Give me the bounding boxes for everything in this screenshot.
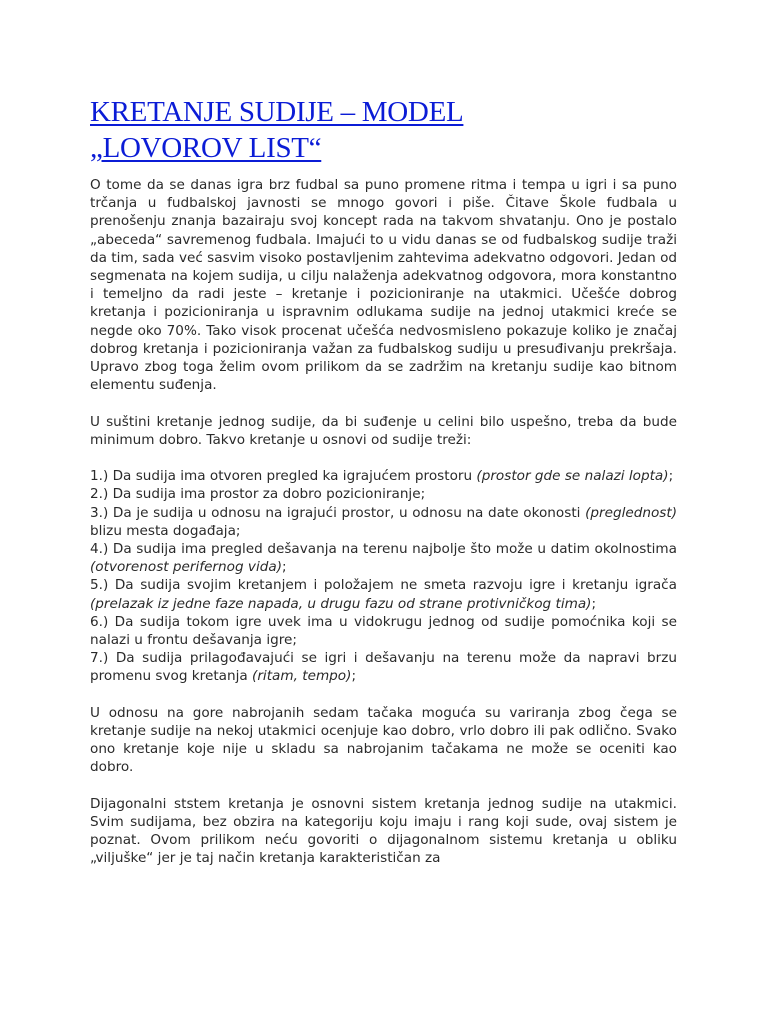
list-item-6: 6.) Da sudija tokom igre uvek ima u vidokrugu jednog od sudije pomoćnika koji se nalazi u frontu dešavanja igre;: [90, 613, 677, 649]
requirements-list: [90, 467, 677, 685]
paragraph-diagonal-system: Dijagonalni ststem kretanja je osnovni sistem kretanja jednog sudije na utakmici. Svim sudijama, bez obzira na kategoriju koju imaju i rang koji sude, ovaj sistem je poznat. Ovom prilikom neću govoriti o dijagonalnom sistemu kretanja u obliku „viljuške“ jer je taj način kretanja karakterističan za: [90, 795, 677, 867]
list-item-7: 7.) Da sudija prilagođavajući se igri i dešavanju na terenu može da napravi brzu promenu svog kretanja (ritam, tempo);: [90, 650, 677, 685]
title-line-1: KRETANJE SUDIJE – MODEL: [90, 96, 464, 128]
paragraph-requirements: U suštini kretanje jednog sudije, da bi suđenje u celini bilo uspešno, treba da bude minimum dobro. Takvo kretanje u osnovi od sudije treži:: [90, 413, 677, 448]
list-item-3: 3.) Da je sudija u odnosu na igrajući prostor, u odnosu na date okonosti (preglednost) blizu mesta događaja;: [90, 504, 677, 539]
document-title: [90, 94, 690, 166]
paragraph-intro: O tome da se danas igra brz fudbal sa puno promene ritma i tempa u igri i sa puno trčanja u fudbalskoj javnosti se mnogo govori i piše. Čitave Škole fudbala u prenošenju znanja bazairaju svoj koncept rada na takvom shvatanju. Ono je postalo „abeceda“ savremenog fudbala. Imajući to u vidu danas se od fudbalskog sudije traži da tim, sada već sasvim visoko postavljenim zahtevima adekvatno odgovori. Jedan od segmenata na kojem sudija, u cilju nalaženja adekvatnog odgovora, mora konstantno i temeljno da radi jeste – kretanje i pozicioniranje na utakmici. Učešće dobrog kretanja i pozicioniranja u ispravnim odlukama sudije na jednoj utakmici kreće se negde oko 70%. Tako visok procenat učešća nedvosmisleno pokazuje koliko je značaj dobrog kretanja i pozicioniranja važan za fudbalskog sudiju u presuđivanju prekršaja. Upravo zbog toga želim ovom prilikom da se zadržim na kretanju sudije kao bitnom elementu suđenja.: [90, 177, 678, 394]
list-item-1: 1.) Da sudija ima otvoren pregled ka igrajućem prostoru (prostor gde se nalazi lopta);: [90, 468, 674, 485]
list-item-4: 4.) Da sudija ima pregled dešavanja na terenu najbolje što može u datim okolnostima (otvorenost perifernog vida);: [90, 541, 677, 576]
list-item-2: 2.) Da sudija ima prostor za dobro pozicioniranje;: [90, 486, 426, 503]
document-body: [90, 176, 677, 868]
title-line-2: „LOVOROV LIST“: [90, 132, 322, 164]
paragraph-grading: U odnosu na gore nabrojanih sedam tačaka moguća su variranja zbog čega se kretanje sudije na nekoj utakmici ocenjuje kao dobro, vrlo dobro ili pak odlično. Svako ono kretanje koje nije u skladu sa nabrojanim tačakama ne može se oceniti kao dobro.: [90, 704, 677, 776]
list-item-5: 5.) Da sudija svojim kretanjem i položajem ne smeta razvoju igre i kretanju igrača (prelazak iz jedne faze napada, u drugu fazu od strane protivničkog tima);: [90, 577, 677, 612]
